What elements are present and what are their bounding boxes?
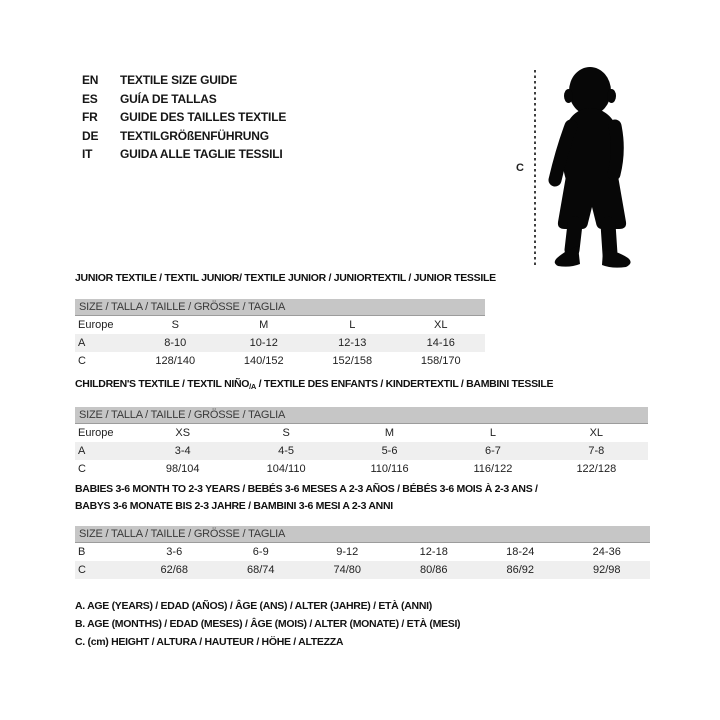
table-cell: 116/122 [473,463,513,475]
section-title-text: CHILDREN'S TEXTILE / TEXTIL NIÑO [75,378,250,390]
row-label-cell: A [78,445,86,457]
table-cell: 6-7 [484,445,501,457]
language-row [82,90,286,109]
section-title-text: BABIES 3-6 MONTH TO 2-3 YEARS / BEBÉS 3-6 MESES A 2-3 AÑOS / BÉBÉS 3-6 MOIS À 2-3 ANS / [75,483,538,495]
table-cell: XS [175,427,191,439]
language-label: GUÍA DE TALLAS [120,91,217,106]
section-title-text: BABYS 3-6 MONATE BIS 2-3 JAHRE / BAMBINI 3-6 MESI A 2-3 ANNI [75,500,393,512]
section-title-text: / TEXTILE DES ENFANTS / KINDERTEXTIL / BAMBINI TESSILE [256,378,554,390]
table-cell: 110/116 [370,463,409,475]
table-cell: 98/104 [165,463,200,475]
table-cell: 14-16 [426,337,455,349]
table-cell: S [171,319,179,331]
row-label-cell: Europe [78,427,114,439]
table-cell: M [259,319,269,331]
row-label-cell: C [78,463,86,475]
table-cell: 24-36 [592,546,621,558]
section-title [75,271,496,285]
footnote-line: C. (cm) HEIGHT / ALTURA / HAUTEUR / HÖHE / ALTEZZA [75,636,344,648]
height-measure-label: C [516,162,524,174]
table-cell: 9-12 [336,546,359,558]
table-cell: 62/68 [160,564,189,576]
language-row [82,71,286,90]
table-cell: 80/86 [419,564,448,576]
language-label: TEXTILE SIZE GUIDE [120,73,238,87]
size-table [75,407,648,478]
table-cell: 128/140 [155,355,196,367]
size-guide-section [75,377,648,478]
table-cell: 12-13 [338,337,367,349]
table-cell: 3-4 [174,445,191,457]
section-title-text: JUNIOR TEXTILE / TEXTIL JUNIOR/ TEXTILE JUNIOR / JUNIORTEXTIL / JUNIOR TESSILE [75,272,496,284]
footnote-line: A. AGE (YEARS) / EDAD (AÑOS) / ÂGE (ANS) / ALTER (JAHRE) / ETÀ (ANNI) [75,600,432,612]
table-cell: 104/110 [266,463,306,475]
table-cell: 7-8 [588,445,605,457]
table-cell: 86/92 [506,564,535,576]
table-cell: M [384,427,395,439]
size-guide-section [75,481,650,579]
section-title [75,498,650,515]
language-label: GUIDE DES TAILLES TEXTILE [120,110,287,125]
table-header-bar: SIZE / TALLA / TAILLE / GRÖSSE / TAGLIA [75,526,650,543]
table-cell: XL [589,427,604,439]
table-cell: S [282,427,290,439]
language-code: IT [82,147,93,162]
table-cell: 8-10 [164,337,187,349]
height-dashed-line [534,70,536,268]
table-row [75,352,485,370]
language-code: FR [82,110,98,125]
language-list [82,71,286,164]
footnotes [75,597,460,651]
language-row [82,108,286,127]
table-row [75,561,650,579]
footnote-line: B. AGE (MONTHS) / EDAD (MESES) / ÂGE (MOIS) / ALTER (MONATE) / ETÀ (MESI) [75,618,461,630]
table-header-bar: SIZE / TALLA / TAILLE / GRÖSSE / TAGLIA [75,407,648,424]
table-cell: XL [434,319,448,331]
table-cell: 12-18 [419,546,448,558]
language-code: DE [82,128,99,143]
table-cell: 152/158 [332,355,373,367]
table-cell: 3-6 [166,546,183,558]
section-title [75,377,648,394]
row-label-cell: A [78,337,86,349]
language-code: ES [82,91,98,106]
section-title-subscript: /A [249,382,257,391]
table-row [75,460,648,478]
table-cell: 6-9 [252,546,269,558]
table-cell: 122/128 [576,463,617,475]
table-cell: 5-6 [381,445,398,457]
table-row [75,334,485,352]
table-cell: 68/74 [246,564,275,576]
table-cell: 10-12 [249,337,278,349]
table-cell: 4-5 [278,445,295,457]
language-row [82,127,286,146]
table-row [75,316,485,334]
language-code: EN [82,73,99,87]
table-cell: 92/98 [592,564,621,576]
table-cell: L [489,427,496,439]
row-label-cell: C [78,564,86,576]
row-label-cell: B [78,546,86,558]
table-cell: 74/80 [333,564,362,576]
table-cell: 140/152 [243,355,284,367]
table-cell: 18-24 [506,546,535,558]
language-row [82,145,286,164]
row-label-cell: C [78,355,86,367]
toddler-silhouette-icon [542,64,646,274]
table-row [75,424,648,442]
size-table [75,299,485,370]
size-guide-section [75,271,496,370]
size-table [75,526,650,579]
table-cell: L [349,319,356,331]
language-label: GUIDA ALLE TAGLIE TESSILI [120,147,283,162]
table-header-bar: SIZE / TALLA / TAILLE / GRÖSSE / TAGLIA [75,299,485,316]
section-title [75,481,650,498]
row-label-cell: Europe [78,319,114,331]
size-figure [514,62,654,274]
language-label: TEXTILGRÖßENFÜHRUNG [120,128,269,143]
table-row [75,442,648,460]
table-row [75,543,650,561]
table-cell: 158/170 [420,355,461,367]
